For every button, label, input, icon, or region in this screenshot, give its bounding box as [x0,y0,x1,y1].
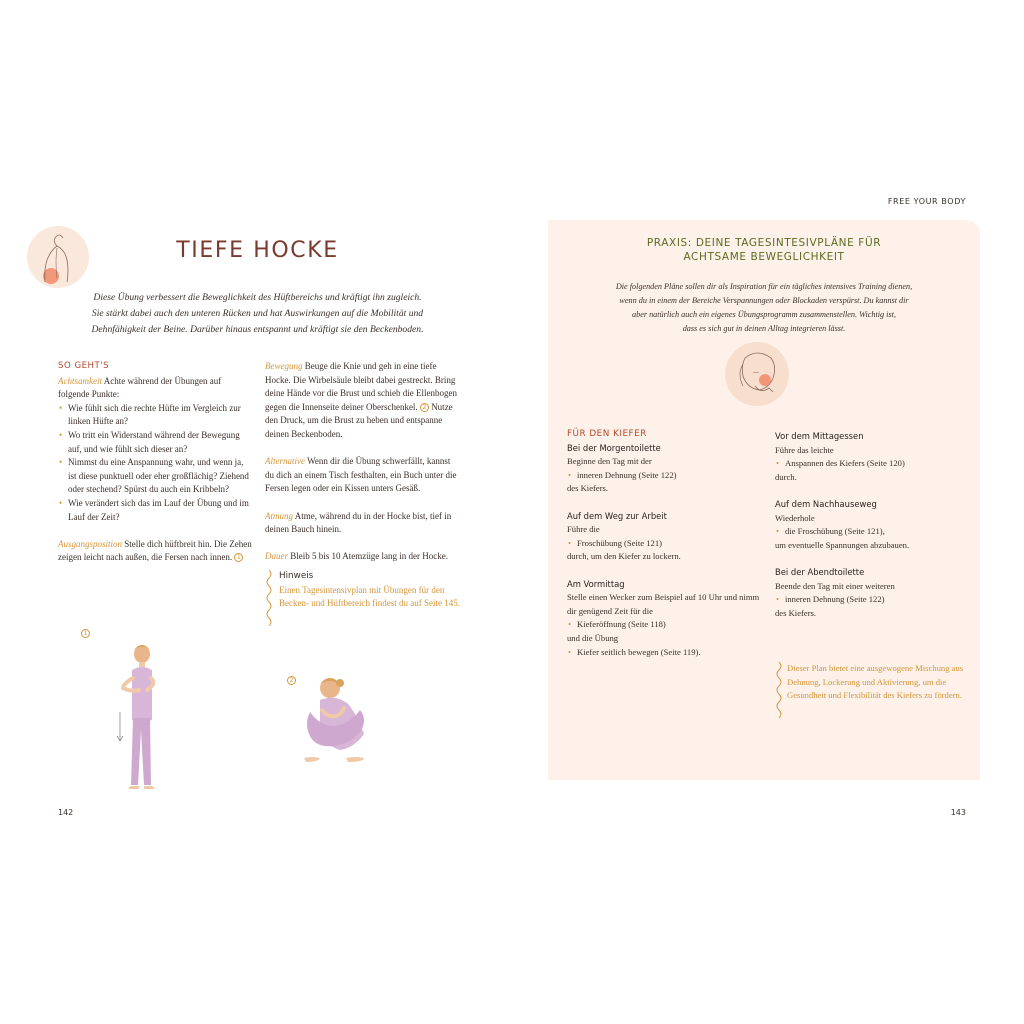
list-item: • Wie verändert sich das im Lauf der Übung und im Lauf der Zeit? [58,497,253,524]
bewegung-text-2: Nutze den Druck, um die Brust zu heben und entspanne deinen Beckenboden. [265,401,453,439]
atmung-paragraph [265,510,460,537]
plan-block-list [775,593,975,607]
achtsamkeit-text: Achte während der Übungen auf folgende Punkte: [58,375,222,400]
plan-column-2 [775,430,975,634]
practice-intro-line: wenn du in einem der Bereiche Verspannungen oder Blockaden verspürst. Du kannst dir [619,296,909,305]
plan-block-text: des Kiefers. [775,607,817,618]
intro-line: Sie stärkt dabei auch den unteren Rücken und hat Auswirkungen auf die Mobilität und [91,308,424,319]
mindfulness-list [58,402,253,524]
plan-block-vormittag [567,578,767,660]
bewegung-paragraph [265,360,460,442]
instructions-column-2 [265,360,460,611]
hinweis-title: Hinweis [279,570,314,581]
plan-block-list [567,469,767,483]
plan-block-heading: Auf dem Nachhauseweg [775,498,877,509]
practice-intro-line: aber natürlich auch ein eigenes Übungsprogramm zusammenstellen. Wichtig ist, [632,310,896,319]
running-header: FREE YOUR BODY [887,197,966,206]
plan-column-1 [567,428,767,673]
bewegung-lead: Bewegung [265,361,303,371]
alternative-text: Wenn dir die Übung schwerfällt, kannst du dich an einem Tisch festhalten, ein Buch unter die Fersen legen oder ein Kissen unters Gesäß. [265,456,457,494]
plan-block-morgentoilette [567,442,767,496]
wave-line-icon [265,570,273,626]
list-item: • Froschübung (Seite 121) [567,537,767,551]
practice-intro-line: dass es sich gut in deinen Alltag integrieren lässt. [682,324,846,333]
plan-block-heading: Auf dem Weg zur Arbeit [567,510,667,521]
plan-block-text: durch. [775,471,797,482]
figure-ref-1: 1 [234,553,243,562]
plan-block-list [567,537,767,551]
list-item: • Anspannen des Kiefers (Seite 120) [775,457,975,471]
ausgangsposition-lead: Ausgangsposition [58,538,123,549]
plan-block-list [567,618,767,632]
figure-label-1: 1 [81,629,90,638]
dauer-text: Bleib 5 bis 10 Atemzüge lang in der Hocke. [290,551,448,562]
plan-block-text: um eventuelle Spannungen abzubauen. [775,539,910,550]
list-item: • Wie fühlt sich die rechte Hüfte im Vergleich zur linken Hüfte an? [58,402,253,429]
plan-block-text: Stelle einen Wecker zum Beispiel auf 10 Uhr und nimm dir genügend Zeit für die [567,592,760,616]
plan-block-heading: Vor dem Mittagessen [775,431,864,441]
practice-title [548,236,980,264]
plan-block-text: Beginne den Tag mit der [567,456,652,467]
plan-block-text: Führe das leichte [775,444,834,455]
hinweis-box [265,570,460,611]
plan-note [775,662,975,703]
list-item: • inneren Dehnung (Seite 122) [775,593,975,607]
intro-line: Diese Übung verbessert die Beweglichkeit des Hüftbereichs und kräftigt ihn zugleich. [93,292,422,303]
plan-block-list [775,525,975,539]
practice-title-line: ACHTSAME BEWEGLICHKEIT [683,251,845,263]
plan-block-abendtoilette [775,566,975,620]
plan-block-text: Beende den Tag mit einer weiteren [775,580,895,591]
plan-block-text: durch, um den Kiefer zu lockern. [567,551,681,562]
plan-note-text: Dieser Plan bietet eine ausgewogene Mischung aus Dehnung, Lockerung und Aktivierung, um die Gesundheit und Flexibilität des Kiefers zu fördern. [787,663,964,701]
ausgangsposition-paragraph [58,538,253,565]
wave-line-icon [775,662,783,718]
plan-block-weg-zur-arbeit [567,510,767,564]
practice-title-line: PRAXIS: DEINE TAGESINTESIVPLÄNE FÜR [646,237,882,249]
list-item: • Nimmst du eine Anspannung wahr, und wenn ja, ist diese punktuell oder eher großflächig? Ziehend oder stechend? Spürst du auch ein Kribbeln? [58,456,253,497]
jaw-face-icon [725,342,789,406]
list-item: • inneren Dehnung (Seite 122) [567,469,767,483]
plan-block-text: Führe die [567,524,600,535]
achtsamkeit-lead: Achtsamkeit [58,375,102,386]
plan-block-mittagessen [775,430,975,484]
plan-block-text: und die Übung [567,632,619,643]
plan-block-list [775,457,975,471]
plan-block-nachhauseweg [775,498,975,552]
ausgangsposition-text: Stelle dich hüftbreit hin. Die Zehen zeigen leicht nach außen, die Fersen nach innen. [58,538,252,563]
list-item: • Kieferöffnung (Seite 118) [567,618,767,632]
intro-text [60,290,455,338]
squatting-woman-illustration [296,672,386,772]
instructions-column-1 [58,360,253,565]
practice-intro [586,280,942,336]
plan-block-heading: Am Vormittag [567,578,625,589]
list-item: • Kiefer seitlich bewegen (Seite 119). [567,646,767,660]
back-body-icon [27,226,89,288]
kiefer-heading: FÜR DEN KIEFER [567,429,647,439]
plan-block-text: Wiederhole [775,512,815,523]
dauer-lead: Dauer [265,551,288,562]
atmung-text: Atme, während du in der Hocke bist, tief in deinen Bauch hinein. [265,510,452,535]
plan-block-text: des Kiefers. [567,483,609,494]
plan-block-heading: Bei der Morgentoilette [567,442,661,453]
achtsamkeit-paragraph [58,375,253,402]
list-item: • Wo tritt ein Widerstand während der Bewegung auf, und wie fühlt sich dieser an? [58,429,253,456]
practice-intro-line: Die folgenden Pläne sollen dir als Inspiration für ein tägliches intensives Training dienen, [615,282,913,291]
hinweis-text: Einen Tagesintensivplan mit Übungen für den Becken- und Hüftbereich findest du auf Seite 145. [279,584,460,609]
plan-block-heading: Bei der Abendtoilette [775,566,865,577]
so-gehts-heading: SO GEHT'S [58,361,110,371]
bewegung-text: Beuge die Knie und geh in eine tiefe Hocke. Die Wirbelsäule bleibt dabei gestreckt. Bring deine Hände vor die Brust und schieb die Ellenbogen gegen die Innenseite deiner Oberschenkel. [265,361,457,412]
dauer-paragraph [265,550,460,564]
alternative-lead: Alternative [265,456,305,467]
atmung-lead: Atmung [265,510,293,521]
plan-block-list [567,646,767,660]
figure-label-2: 2 [287,676,296,685]
list-item: • die Froschübung (Seite 121), [775,525,975,539]
page-title: TIEFE HOCKE [176,238,339,263]
intro-line: Dehnfähigkeit der Beine. Darüber hinaus entspannt und kräftigt sie den Beckenboden. [91,324,424,335]
page-number-left: 142 [58,808,74,817]
page-number-right: 143 [950,808,966,817]
alternative-paragraph [265,455,460,496]
figure-ref-2: 2 [420,403,429,412]
standing-woman-illustration [100,640,180,800]
